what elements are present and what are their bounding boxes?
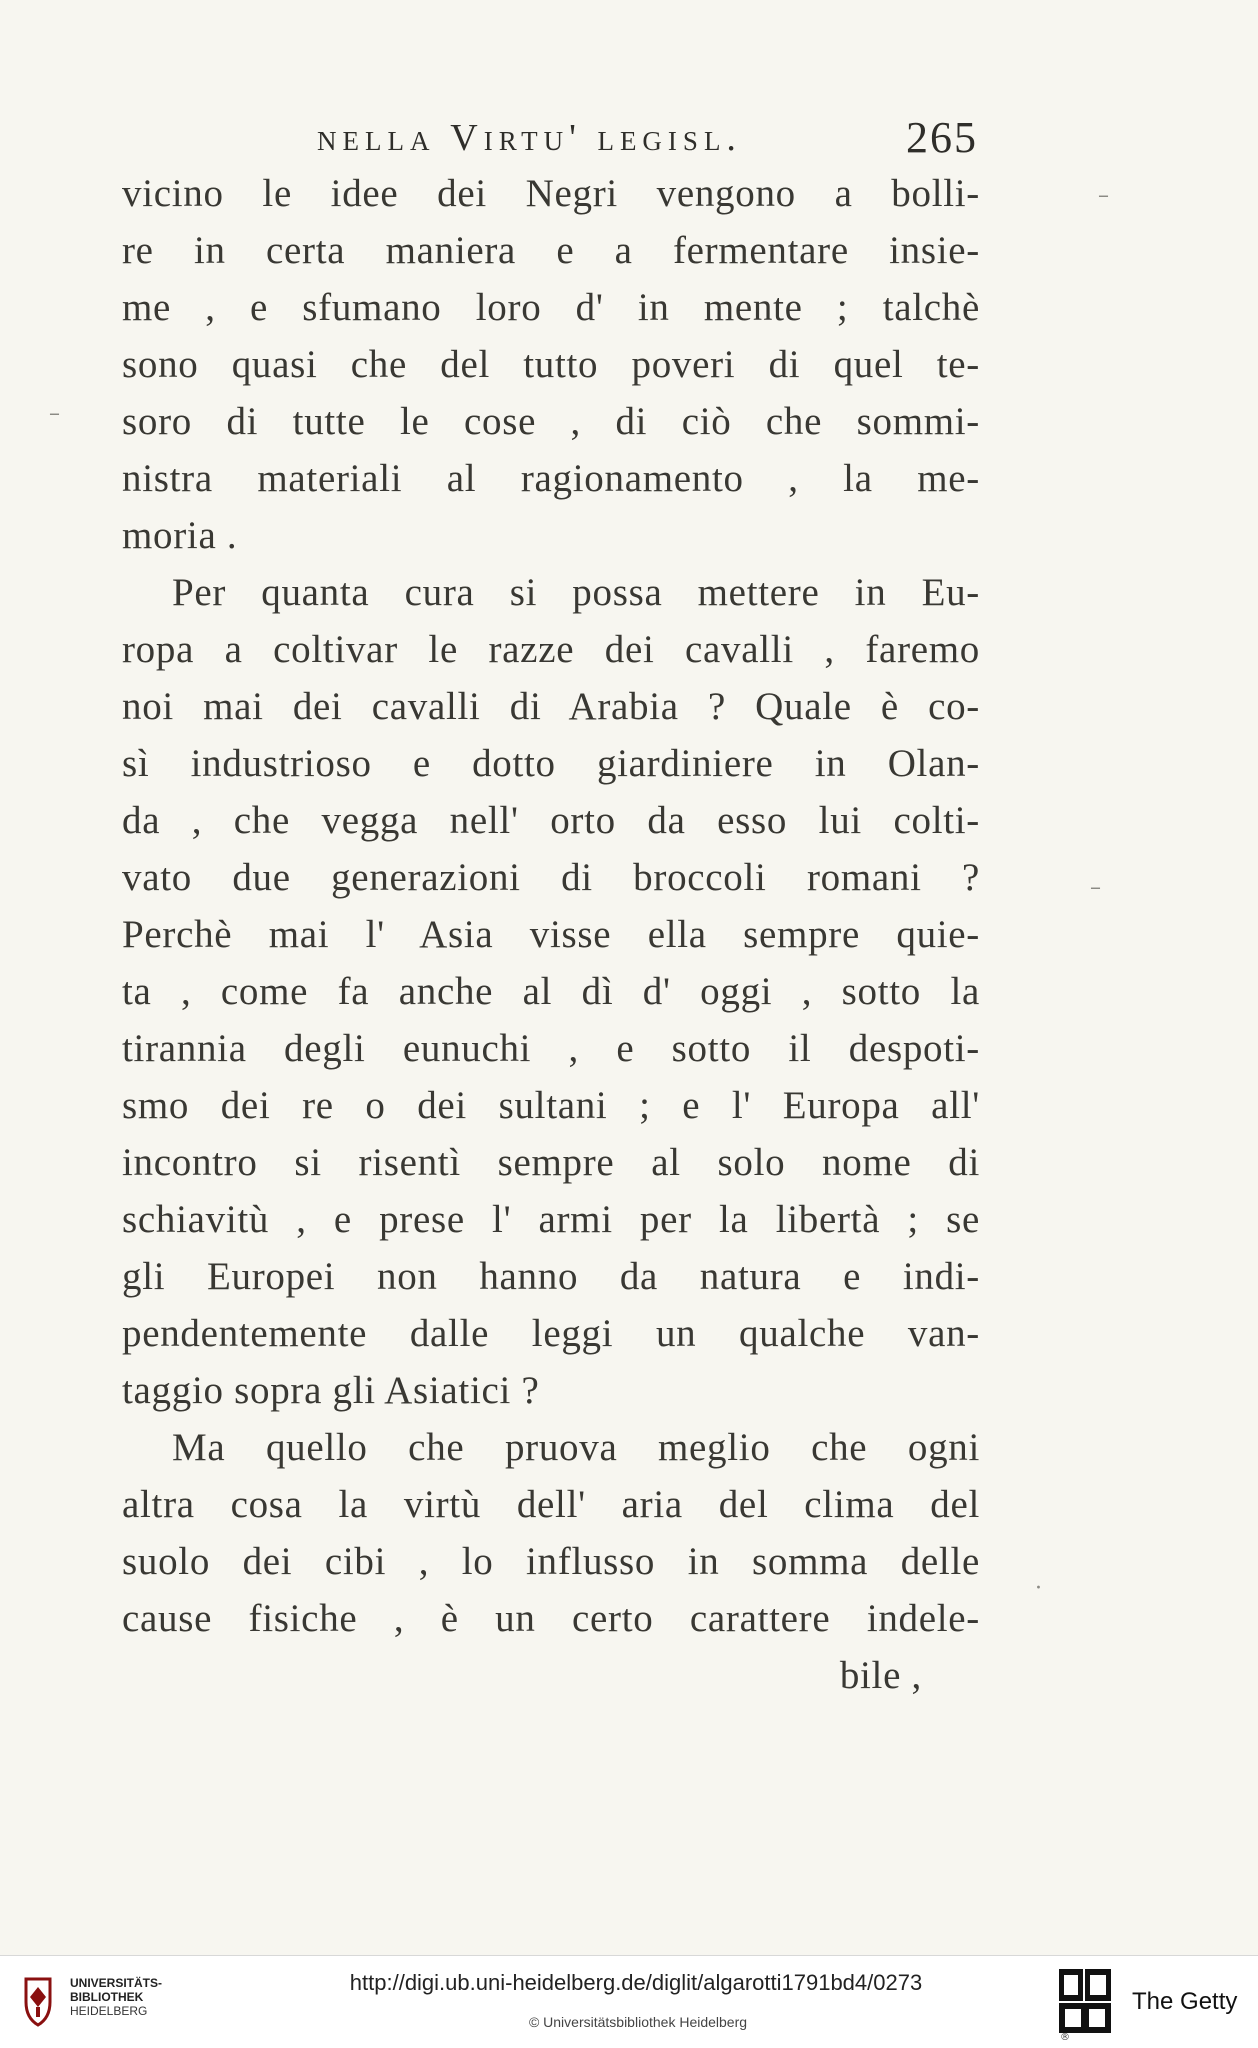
library-name-line1: UNIVERSITÄTS- xyxy=(70,1976,163,1990)
text-line: moria . xyxy=(122,514,238,557)
getty-logo-icon xyxy=(1059,1969,1111,2033)
text-line: soro di tutte le cose , di ciò che sommi- xyxy=(122,400,980,443)
text-line: noi mai dei cavalli di Arabia ? Quale è co- xyxy=(122,685,980,728)
text-line: Per quanta cura si possa mettere in Eu- xyxy=(172,571,980,614)
page-header xyxy=(122,110,978,170)
text-line: vicino le idee dei Negri vengono a bolli- xyxy=(122,172,980,215)
permalink-url[interactable]: http://digi.ub.uni-heidelberg.de/diglit/algarotti1791bd4/0273 xyxy=(349,1970,923,1995)
catchword: bile , xyxy=(839,1654,922,1697)
getty-label: The Getty xyxy=(1132,1988,1238,2015)
margin-dash: – xyxy=(49,401,60,426)
text-line: Ma quello che pruova meglio che ogni xyxy=(172,1426,980,1469)
library-name xyxy=(70,1976,162,2018)
text-line: sì industrioso e dotto giardiniere in Olan- xyxy=(122,742,980,785)
text-line: incontro si risentì sempre al solo nome di xyxy=(122,1141,980,1184)
text-line: pendentemente dalle leggi un qualche van- xyxy=(122,1312,980,1355)
text-line: Perchè mai l' Asia visse ella sempre quie- xyxy=(122,913,980,956)
copyright-notice: © Universitätsbibliothek Heidelberg xyxy=(528,2014,748,2030)
margin-dash: – xyxy=(1098,183,1109,208)
page-number: 265 xyxy=(906,113,978,162)
library-city: HEIDELBERG xyxy=(70,2004,148,2018)
text-line: ropa a coltivar le razze dei cavalli , faremo xyxy=(122,628,980,671)
text-line: ta , come fa anche al dì d' oggi , sotto la xyxy=(122,970,980,1013)
registered-mark: ® xyxy=(1060,2032,1070,2043)
text-line: me , e sfumano loro d' in mente ; talchè xyxy=(122,286,980,329)
text-line: smo dei re o dei sultani ; e l' Europa all' xyxy=(122,1084,980,1127)
text-line: da , che vegga nell' orto da esso lui colti- xyxy=(122,799,980,842)
text-line: tirannia degli eunuchi , e sotto il despoti- xyxy=(122,1027,980,1070)
text-line: suolo dei cibi , lo influsso in somma delle xyxy=(122,1540,980,1583)
text-line: gli Europei non hanno da natura e indi- xyxy=(122,1255,980,1298)
digitization-footer xyxy=(0,1955,1258,2048)
text-line: re in certa maniera e a fermentare insie- xyxy=(122,229,980,272)
text-line: cause fisiche , è un certo carattere indele- xyxy=(122,1597,980,1640)
body-text xyxy=(122,165,980,1704)
text-line: vato due generazioni di broccoli romani ? xyxy=(122,856,980,899)
running-head: nella Virtu' legisl. xyxy=(317,117,742,159)
university-library-seal-icon xyxy=(18,1974,58,2030)
margin-dot: · xyxy=(1035,1576,1042,1601)
text-line: nistra materiali al ragionamento , la me- xyxy=(122,457,980,500)
text-line: schiavitù , e prese l' armi per la libertà ; se xyxy=(122,1198,980,1241)
text-line: taggio sopra gli Asiatici ? xyxy=(122,1369,540,1412)
margin-dash: – xyxy=(1090,875,1101,900)
text-line: sono quasi che del tutto poveri di quel te- xyxy=(122,343,980,386)
text-line: altra cosa la virtù dell' aria del clima del xyxy=(122,1483,980,1526)
library-name-line2: BIBLIOTHEK xyxy=(70,1990,144,2004)
